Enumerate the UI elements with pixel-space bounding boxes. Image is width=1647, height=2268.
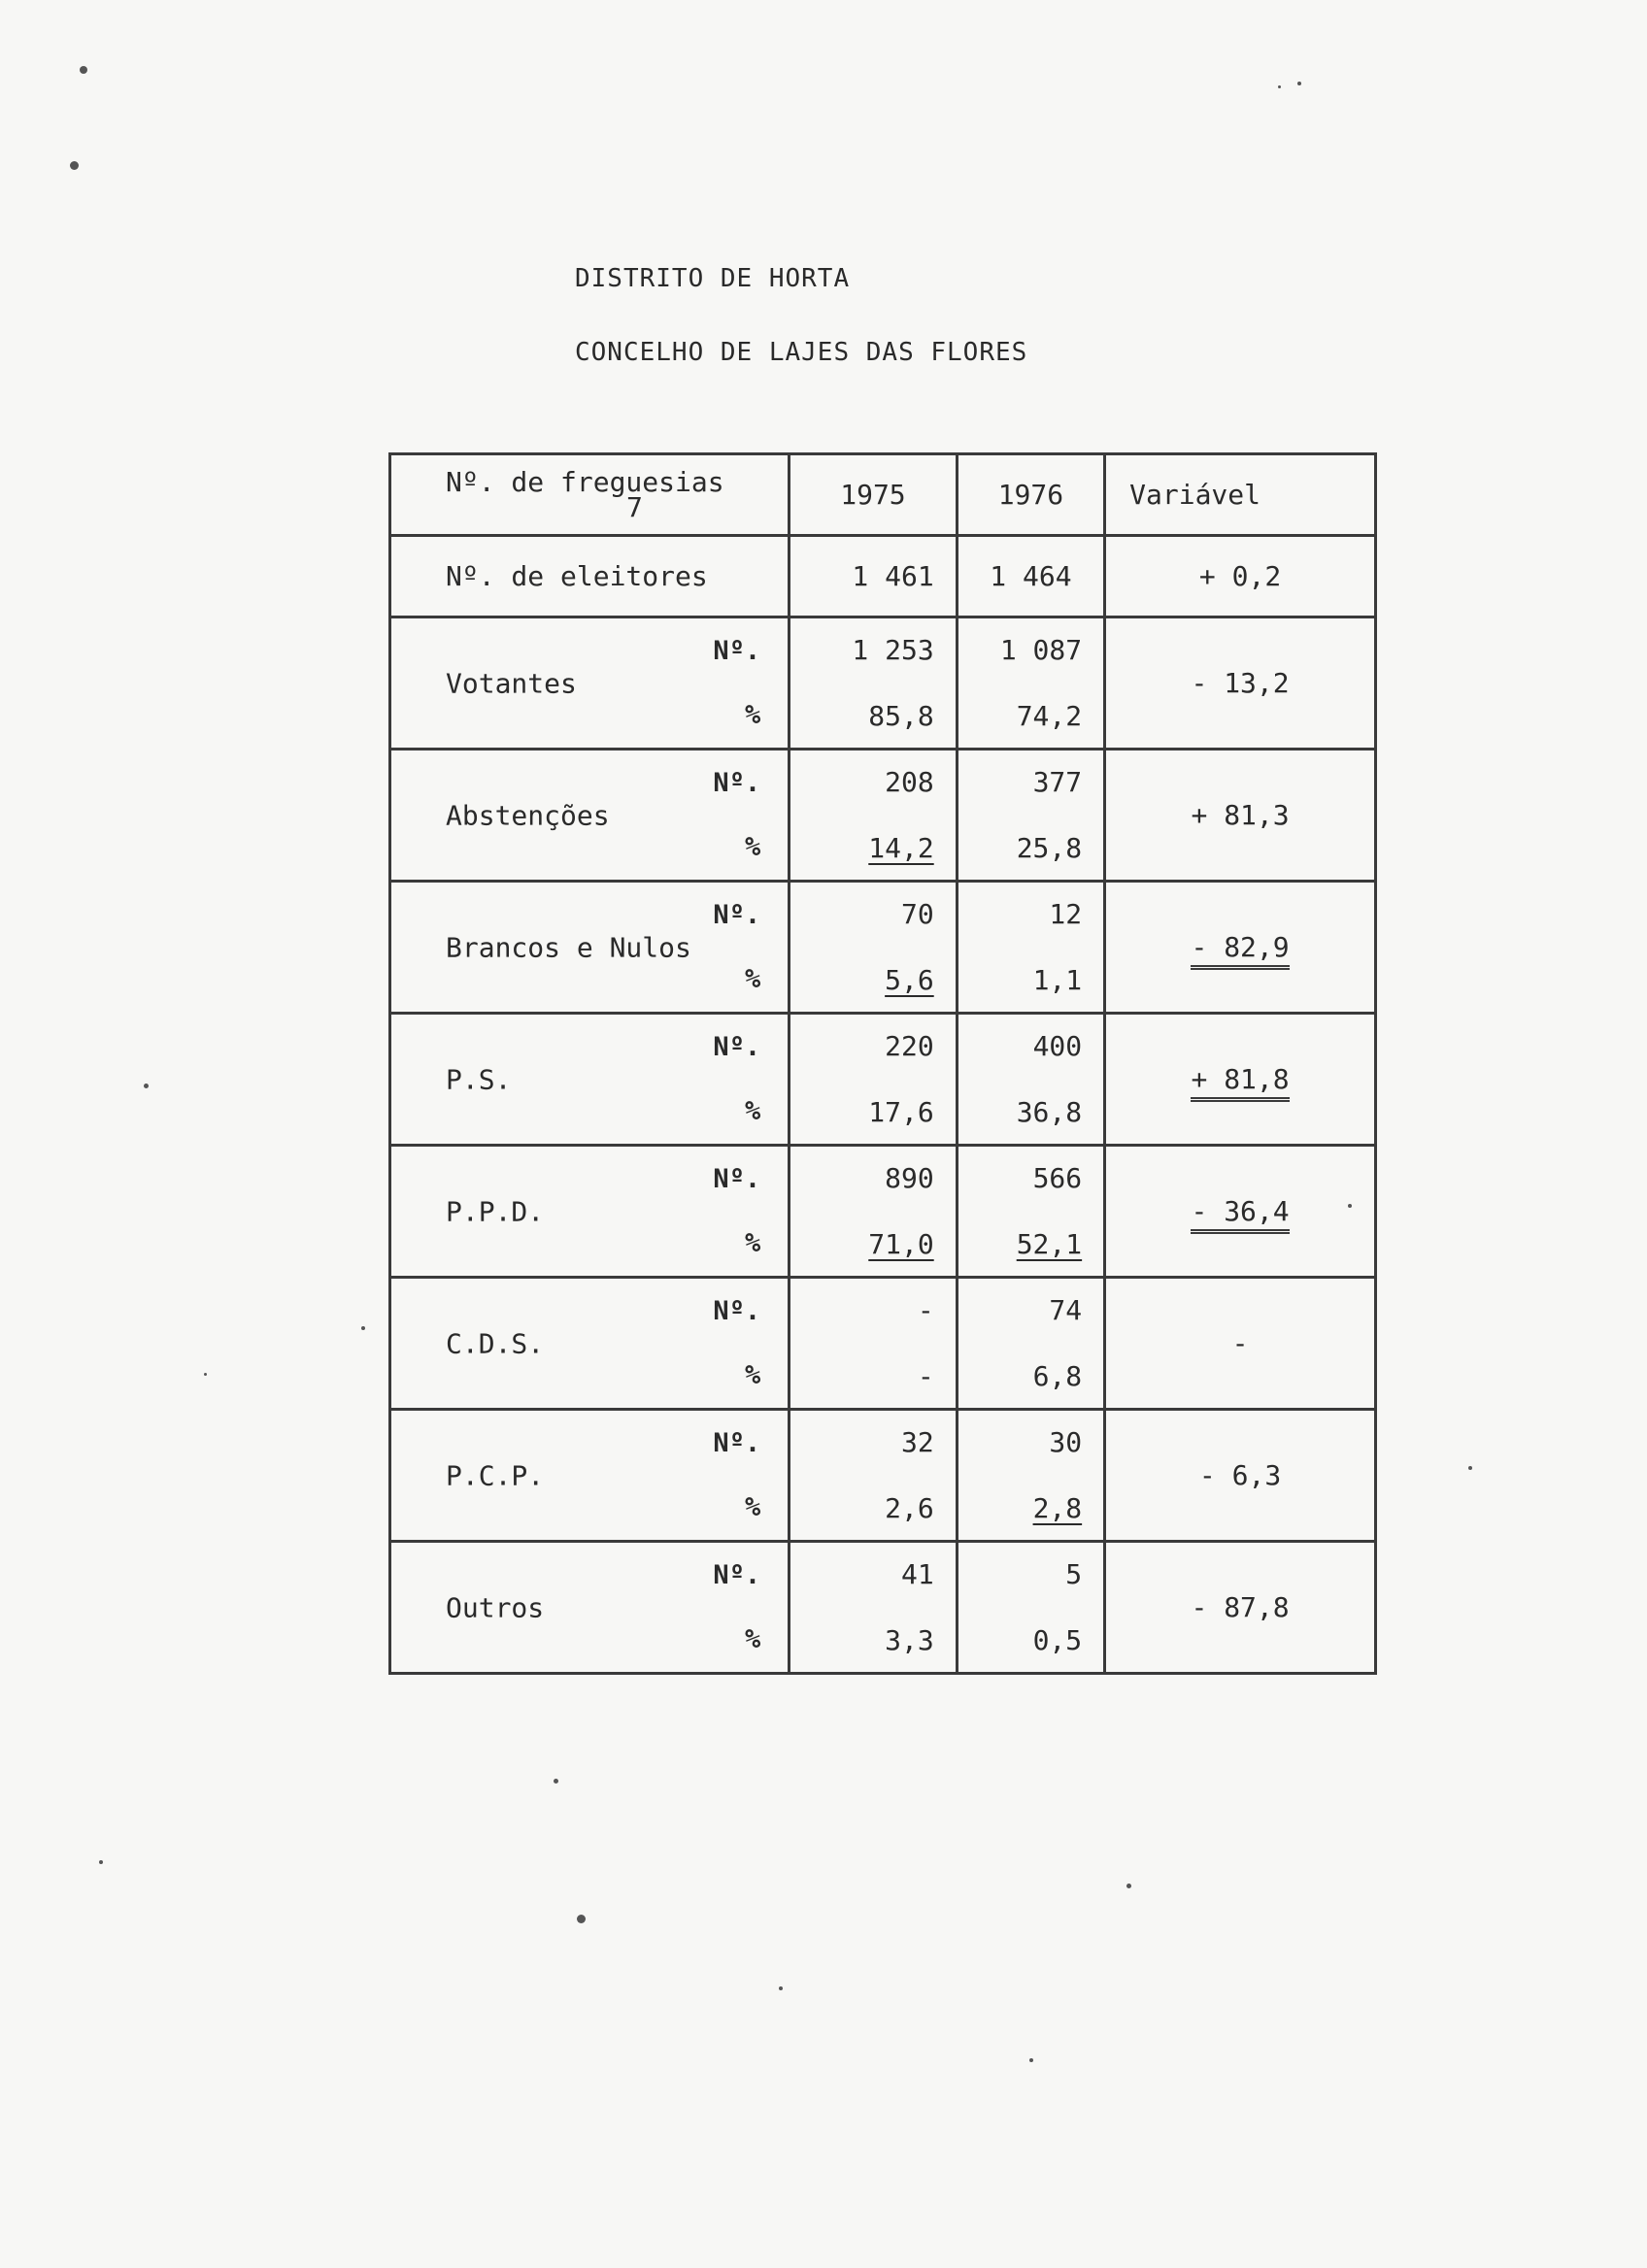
speck [1468, 1466, 1472, 1470]
cell-variavel [1105, 1542, 1376, 1674]
percent-1975: 85,8 [868, 700, 934, 732]
row-label-cell [390, 1014, 790, 1146]
speck [1348, 1204, 1352, 1208]
speck [1029, 2058, 1033, 2062]
row-label: Brancos e Nulos [446, 931, 691, 963]
cell-1975 [790, 882, 958, 1014]
percent-1976: 25,8 [1016, 832, 1083, 864]
percent-marker: % [744, 1624, 761, 1654]
speck [204, 1373, 207, 1376]
percent-marker: % [744, 700, 761, 730]
percent-1975: 2,6 [885, 1492, 934, 1524]
count-marker: Nº. [713, 1296, 761, 1326]
cell-variavel [1105, 750, 1376, 882]
count-1975: - [917, 1294, 934, 1326]
cell-1976 [957, 1278, 1104, 1410]
speck [779, 1986, 783, 1990]
cell-1976 [957, 1542, 1104, 1674]
variation-value: - 36,4 [1191, 1195, 1289, 1234]
count-marker: Nº. [713, 636, 761, 666]
percent-marker: % [744, 1228, 761, 1258]
count-1975: 208 [885, 766, 934, 798]
electors-row [390, 536, 1376, 617]
header-freguesias-count: 7 [626, 490, 643, 523]
count-marker: Nº. [713, 1560, 761, 1590]
variation-value: - 6,3 [1198, 1459, 1282, 1491]
cell-1976 [957, 617, 1104, 750]
percent-1975: - [917, 1360, 934, 1392]
header-1976: 1976 [957, 454, 1104, 536]
cell-1976 [957, 1410, 1104, 1542]
row-label: Votantes [446, 667, 577, 699]
percent-1976: 2,8 [1032, 1492, 1083, 1524]
speck [99, 1860, 103, 1864]
variation-value: - 13,2 [1191, 667, 1290, 699]
table-row [390, 750, 1376, 882]
percent-marker: % [744, 832, 761, 862]
header-row [390, 454, 1376, 536]
count-1976: 377 [1032, 766, 1083, 798]
percent-marker: % [744, 1492, 761, 1522]
speck [361, 1326, 365, 1330]
count-1976: 400 [1032, 1030, 1083, 1062]
variation-value: - [1231, 1327, 1249, 1359]
election-results-table [388, 452, 1377, 1675]
electors-var: + 0,2 [1105, 536, 1376, 617]
cell-1975 [790, 1146, 958, 1278]
percent-marker: % [744, 964, 761, 994]
header-freguesias-label: Nº. de freguesias [446, 465, 724, 498]
speck [1297, 82, 1301, 85]
percent-1975: 17,6 [868, 1096, 934, 1128]
count-1975: 220 [885, 1030, 934, 1062]
count-1976: 5 [1065, 1558, 1083, 1590]
variation-value: + 81,8 [1191, 1063, 1289, 1102]
speck [554, 1779, 558, 1784]
percent-1976: 74,2 [1016, 700, 1083, 732]
row-label-cell [390, 1278, 790, 1410]
district-title: DISTRITO DE HORTA [575, 264, 851, 293]
header-variavel: Variável [1105, 454, 1376, 536]
electors-1976: 1 464 [957, 536, 1104, 617]
variation-value: - 82,9 [1191, 931, 1289, 970]
variation-value: - 87,8 [1191, 1591, 1290, 1623]
electors-1975: 1 461 [790, 536, 958, 617]
percent-1976: 0,5 [1032, 1624, 1083, 1656]
speck [70, 161, 79, 170]
count-marker: Nº. [713, 1428, 761, 1458]
cell-variavel [1105, 1014, 1376, 1146]
percent-1975: 71,0 [868, 1228, 934, 1260]
count-1976: 1 087 [999, 634, 1083, 666]
percent-marker: % [744, 1096, 761, 1126]
count-1976: 30 [1049, 1426, 1083, 1458]
percent-1975: 3,3 [885, 1624, 934, 1656]
count-marker: Nº. [713, 900, 761, 930]
row-label: Outros [446, 1591, 545, 1623]
count-1975: 70 [900, 898, 934, 930]
header-freguesias [390, 454, 790, 536]
header-1975: 1975 [790, 454, 958, 536]
table-row [390, 1146, 1376, 1278]
cell-1975 [790, 1542, 958, 1674]
percent-1975: 14,2 [868, 832, 934, 864]
count-marker: Nº. [713, 1032, 761, 1062]
row-label-cell [390, 1542, 790, 1674]
cell-variavel [1105, 617, 1376, 750]
count-1976: 12 [1049, 898, 1083, 930]
cell-1975 [790, 750, 958, 882]
cell-variavel [1105, 1146, 1376, 1278]
row-label-cell [390, 1410, 790, 1542]
cell-variavel [1105, 1278, 1376, 1410]
count-1975: 1 253 [852, 634, 934, 666]
cell-1976 [957, 750, 1104, 882]
count-1975: 32 [900, 1426, 934, 1458]
speck [80, 66, 87, 74]
count-1975: 890 [885, 1162, 934, 1194]
percent-1976: 36,8 [1016, 1096, 1083, 1128]
count-marker: Nº. [713, 768, 761, 798]
row-label-cell [390, 1146, 790, 1278]
variation-value: + 81,3 [1191, 799, 1290, 831]
table-row [390, 1014, 1376, 1146]
speck [1278, 85, 1281, 88]
speck [144, 1084, 149, 1088]
count-1975: 41 [900, 1558, 934, 1590]
cell-variavel [1105, 882, 1376, 1014]
row-label: Abstenções [446, 799, 610, 831]
cell-1975 [790, 1410, 958, 1542]
electors-label: Nº. de eleitores [390, 536, 790, 617]
cell-variavel [1105, 1410, 1376, 1542]
row-label: C.D.S. [446, 1327, 545, 1359]
table-row [390, 1542, 1376, 1674]
cell-1975 [790, 617, 958, 750]
table-row [390, 1278, 1376, 1410]
percent-marker: % [744, 1360, 761, 1390]
table-row [390, 882, 1376, 1014]
speck [1126, 1884, 1131, 1888]
count-1976: 74 [1049, 1294, 1083, 1326]
cell-1975 [790, 1014, 958, 1146]
table-row [390, 617, 1376, 750]
speck [577, 1915, 586, 1923]
percent-1975: 5,6 [885, 964, 934, 996]
cell-1976 [957, 1014, 1104, 1146]
cell-1975 [790, 1278, 958, 1410]
count-1976: 566 [1032, 1162, 1083, 1194]
row-label: P.P.D. [446, 1195, 545, 1227]
percent-1976: 1,1 [1032, 964, 1083, 996]
row-label-cell [390, 882, 790, 1014]
table-row [390, 1410, 1376, 1542]
row-label-cell [390, 750, 790, 882]
row-label-cell [390, 617, 790, 750]
count-marker: Nº. [713, 1164, 761, 1194]
row-label: P.S. [446, 1063, 512, 1095]
council-title: CONCELHO DE LAJES DAS FLORES [575, 338, 1028, 367]
row-label: P.C.P. [446, 1459, 545, 1491]
percent-1976: 52,1 [1016, 1228, 1083, 1260]
cell-1976 [957, 882, 1104, 1014]
cell-1976 [957, 1146, 1104, 1278]
percent-1976: 6,8 [1032, 1360, 1083, 1392]
